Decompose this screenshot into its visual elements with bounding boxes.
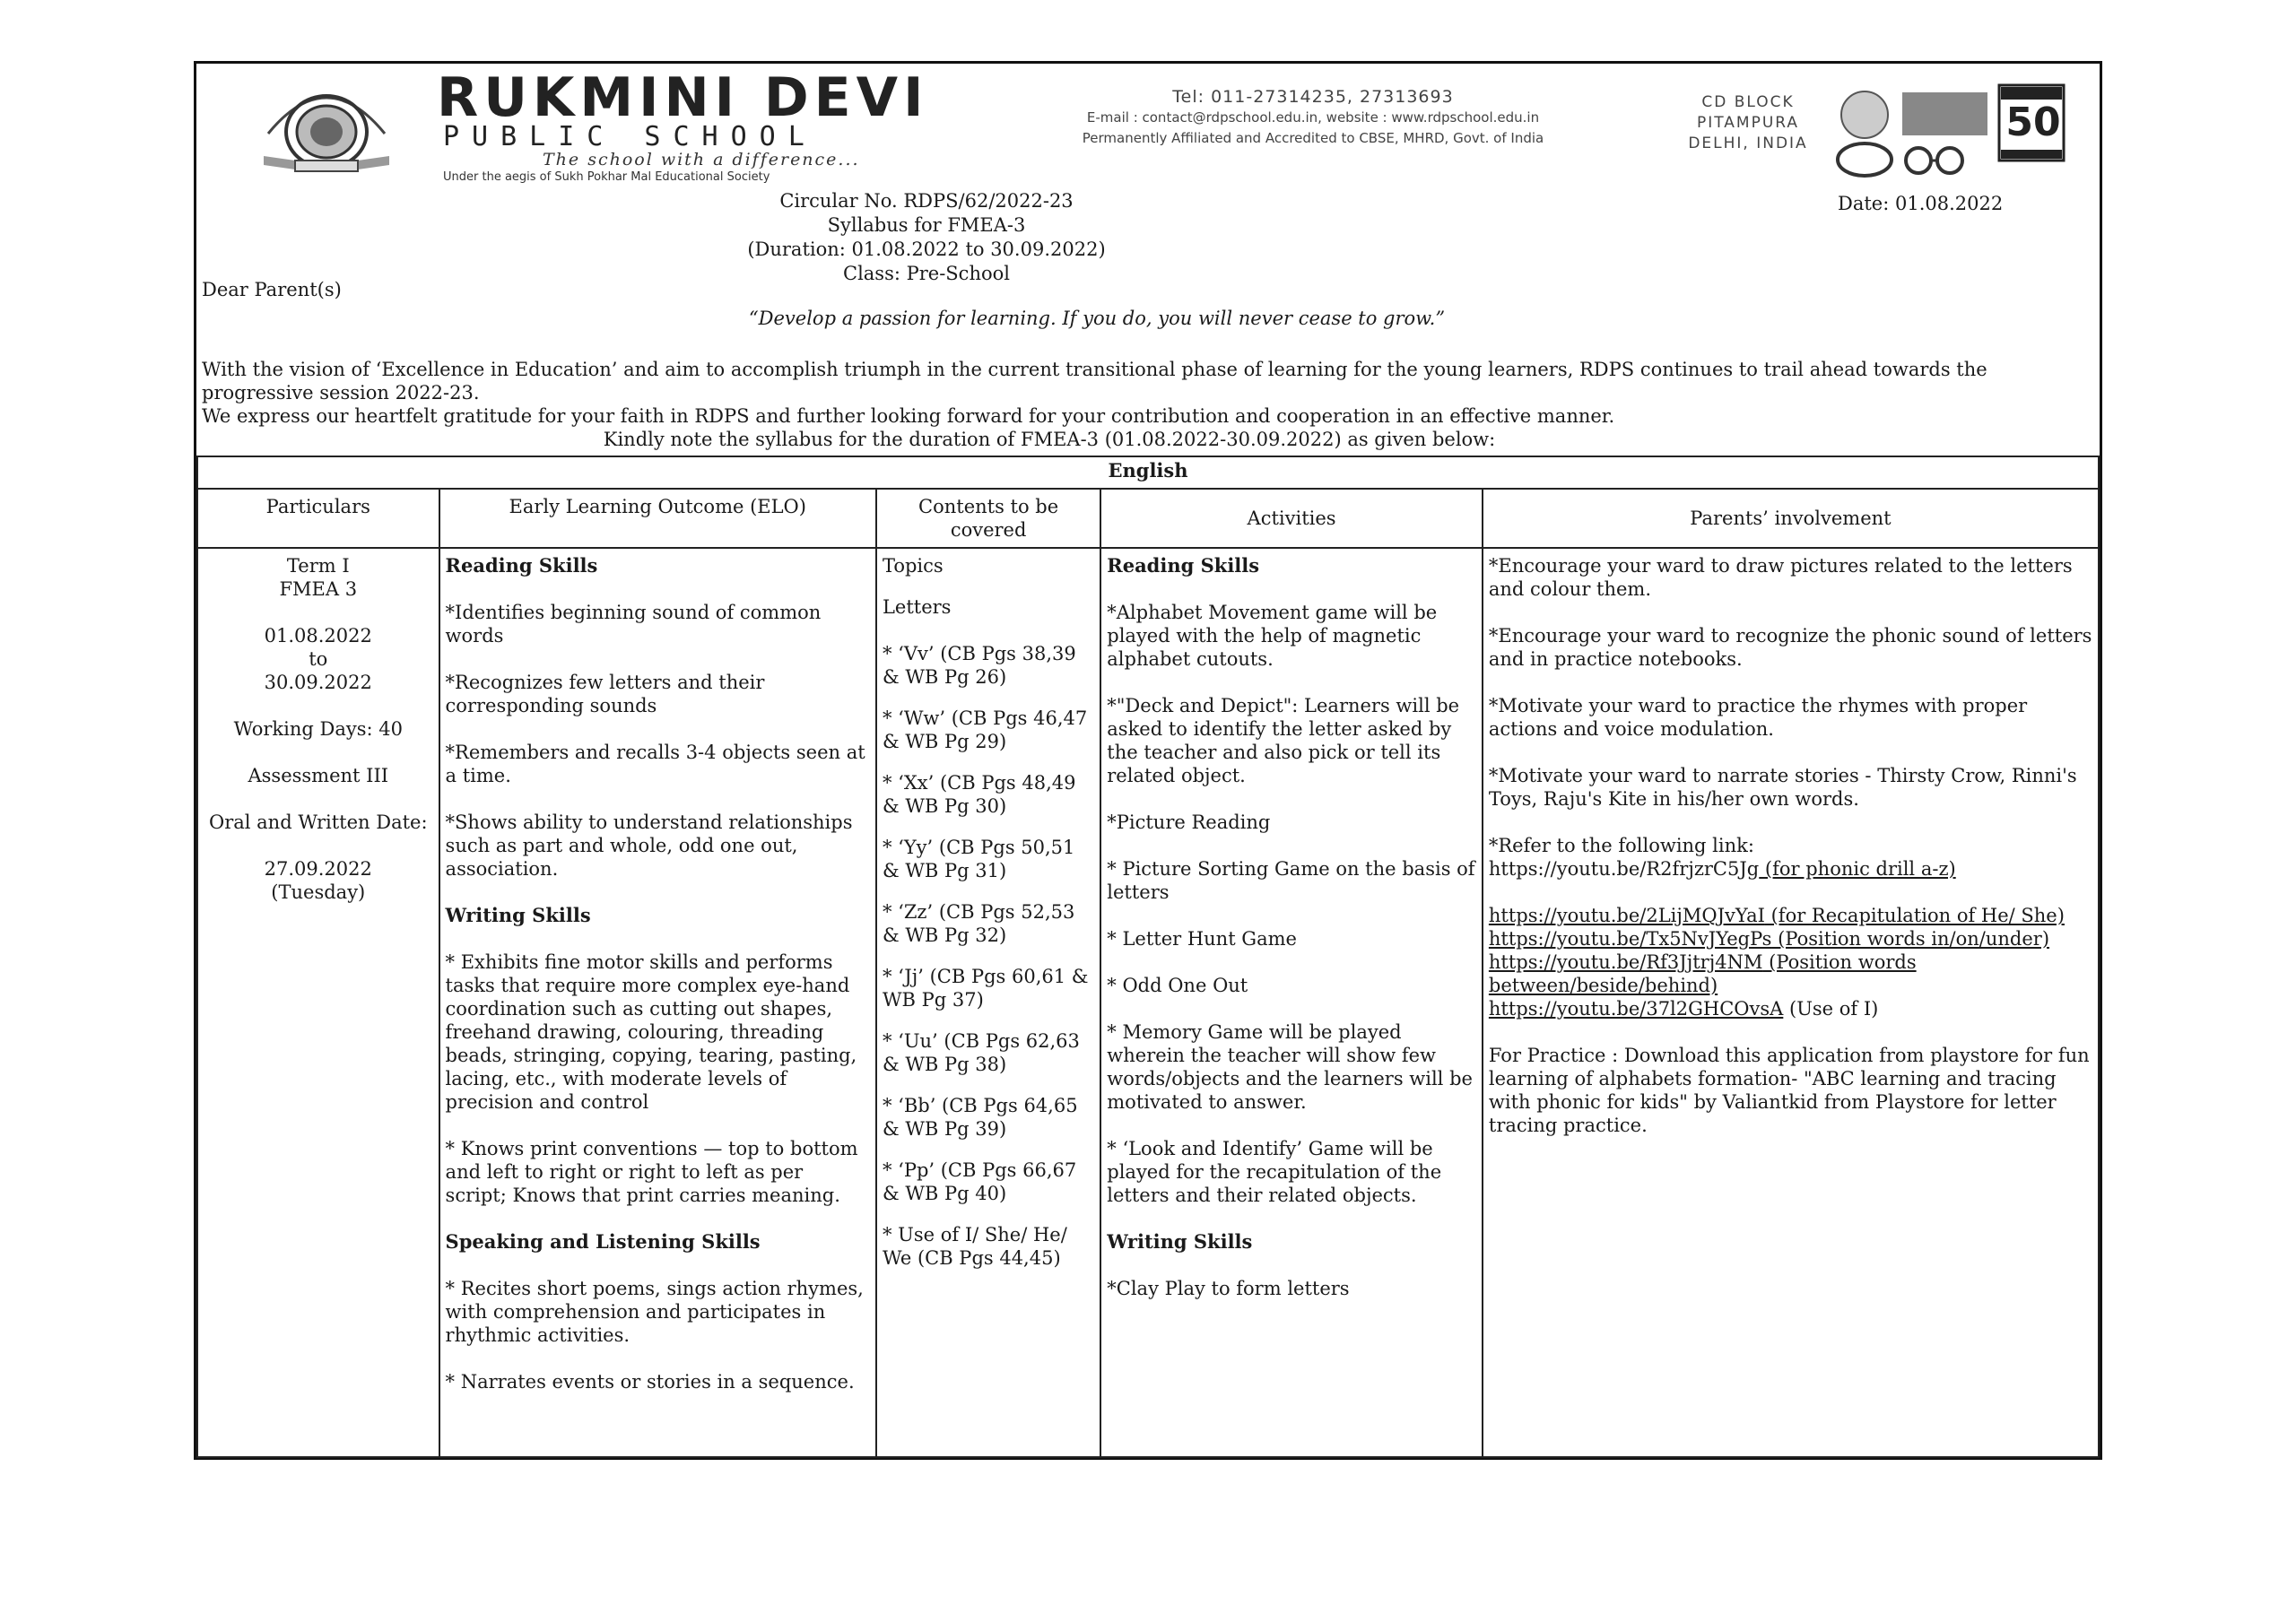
intro-paragraph: Kindly note the syllabus for the duration of FMEA-3 (01.08.2022-30.09.2022) as given below:: [603, 429, 1496, 450]
elo-item: * Narrates events or stories in a sequence.: [445, 1371, 855, 1393]
term: Term I: [286, 555, 350, 577]
email-website: E-mail : contact@rdpschool.edu.in, website : www.rdpschool.edu.in: [1086, 109, 1540, 126]
date-until: 30.09.2022: [264, 672, 372, 693]
parents-cell: [1483, 548, 2099, 1457]
exam-day: (Tuesday): [271, 881, 366, 903]
contents-item: * ‘Xx’ (CB Pgs 48,49 & WB Pg 30): [882, 772, 1076, 817]
parents-item: *Motivate your ward to narrate stories - Thirsty Crow, Rinni's Toys, Raju's Kite in his/her own words.: [1488, 765, 2077, 810]
school-seal-icon: [259, 71, 394, 174]
header-particulars: Particulars: [197, 489, 439, 548]
video-link[interactable]: https://youtu.be/2LijMQJvYaI: [1488, 905, 1765, 926]
school-tagline: The school with a difference...: [543, 150, 860, 169]
header-parents: Parents’ involvement: [1483, 489, 2099, 548]
elo-reading-heading: Reading Skills: [445, 554, 598, 577]
header-elo: Early Learning Outcome (ELO): [439, 489, 876, 548]
activity-item: * ‘Look and Identify’ Game will be played for the recapitulation of the letters and their related objects.: [1107, 1138, 1442, 1206]
elo-speaking-heading: Speaking and Listening Skills: [445, 1230, 761, 1253]
activities-reading-heading: Reading Skills: [1107, 554, 1260, 577]
activity-item: * Memory Game will be played wherein the teacher will show few words/objects and the learners will be motivated to answer.: [1107, 1021, 1473, 1113]
video-link[interactable]: https://youtu.be/Rf3Jjtrj4NM: [1488, 951, 1763, 973]
activity-item: *Picture Reading: [1107, 812, 1271, 833]
contents-item: * ‘Bb’ (CB Pgs 64,65 & WB Pg 39): [882, 1095, 1078, 1140]
header-contents: Contents to be covered: [876, 489, 1100, 548]
video-link-note: (Position words between/beside/behind): [1488, 951, 1917, 996]
circular-info: [196, 189, 2105, 286]
elo-item: * Knows print conventions — top to bottom and left to right or right to left as per script; Knows that print carries meaning.: [445, 1138, 858, 1206]
school-subtitle: PUBLIC SCHOOL: [443, 121, 817, 152]
video-link[interactable]: https://youtu.be/Tx5NvJYegPs: [1488, 928, 1772, 950]
activity-item: * Odd One Out: [1107, 975, 1248, 996]
video-link-note: (Use of I): [1783, 998, 1879, 1020]
contents-item: * ‘Vv’ (CB Pgs 38,39 & WB Pg 26): [882, 643, 1076, 688]
address-line: CD BLOCK: [1701, 93, 1795, 111]
exam-name: FMEA 3: [279, 578, 358, 600]
video-link-row: [1489, 904, 2092, 927]
parents-refer: *Refer to the following link:: [1488, 835, 1754, 856]
circular-title: Syllabus for FMEA-3: [827, 214, 1026, 236]
assessment: Assessment III: [248, 765, 389, 786]
table-header-row: [197, 489, 2099, 548]
elo-cell: [439, 548, 876, 1457]
subject-heading: English: [197, 456, 2099, 489]
video-link[interactable]: https://youtu.be/R2frjzrC5Jg: [1488, 858, 1760, 880]
circular-duration: (Duration: 01.08.2022 to 30.09.2022): [747, 239, 1106, 260]
oral-written-date-label: Oral and Written Date:: [209, 812, 428, 833]
contents-item: * ‘Pp’ (CB Pgs 66,67 & WB Pg 40): [882, 1159, 1077, 1204]
exam-date: 27.09.2022: [264, 858, 372, 880]
contents-letters: Letters: [882, 596, 952, 618]
affiliation: Permanently Affiliated and Accredited to CBSE, MHRD, Govt. of India: [1082, 130, 1544, 146]
contents-item: * ‘Uu’ (CB Pgs 62,63 & WB Pg 38): [882, 1030, 1080, 1075]
working-days: Working Days: 40: [233, 718, 403, 740]
contents-topics: Topics: [882, 555, 944, 577]
contents-cell: [876, 548, 1100, 1457]
address-line: DELHI, INDIA: [1688, 135, 1808, 152]
activity-item: *"Deck and Depict": Learners will be asked to identify the letter asked by the teacher and also pick or tell its related object.: [1107, 695, 1460, 786]
salutation: Dear Parent(s): [202, 279, 342, 300]
activities-cell: [1100, 548, 1483, 1457]
parents-item: *Encourage your ward to draw pictures related to the letters and colour them.: [1488, 555, 2073, 600]
circular-page: [194, 61, 2102, 1460]
video-link-note: (for Recapitulation of He/ She): [1764, 905, 2065, 926]
activity-item: * Letter Hunt Game: [1107, 928, 1297, 950]
contents-item: * ‘Jj’ (CB Pgs 60,61 & WB Pg 37): [882, 966, 1089, 1011]
intro-paragraph: We express our heartfelt gratitude for your faith in RDPS and further looking forward for your contribution and cooperation in an effective manner.: [202, 405, 1615, 427]
practice-note: For Practice : Download this application from playstore for fun learning of alphabets formation- "ABC learning and tracing with phonic for kids" by Valiantkid from Playstore for letter tracing practice.: [1488, 1045, 2090, 1136]
date-from: 01.08.2022: [264, 625, 372, 647]
telephone: Tel: 011-27314235, 27313693: [1172, 87, 1454, 107]
elo-item: *Recognizes few letters and their corresponding sounds: [445, 672, 765, 716]
particulars-cell: [197, 548, 439, 1457]
address-line: PITAMPURA: [1696, 114, 1800, 132]
circular-date: Date: 01.08.2022: [1838, 193, 2004, 214]
parents-item: *Motivate your ward to practice the rhymes with proper actions and voice modulation.: [1488, 695, 2028, 740]
video-link[interactable]: https://youtu.be/37l2GHCOvsA: [1488, 998, 1784, 1020]
school-address: [1658, 92, 1838, 154]
contents-item: * ‘Ww’ (CB Pgs 46,47 & WB Pg 29): [882, 707, 1088, 752]
elo-item: *Shows ability to understand relationships such as part and whole, odd one out, association.: [445, 812, 853, 880]
video-link-note: (Position words in/on/under): [1771, 928, 2050, 950]
header-activities: Activities: [1100, 489, 1483, 548]
circular-class: Class: Pre-School: [843, 263, 1010, 284]
quote-text: “Develop a passion for learning. If you do, you will never cease to grow.”: [748, 308, 1446, 329]
contents-item: * ‘Zz’ (CB Pgs 52,53 & WB Pg 32): [882, 901, 1075, 946]
video-link-row: [1489, 857, 2092, 881]
quote: [196, 308, 2105, 329]
contact-block: [968, 87, 1658, 149]
activities-writing-heading: Writing Skills: [1107, 1230, 1253, 1253]
letterhead: [196, 64, 2100, 184]
accreditation-badges: [1829, 83, 2080, 182]
table-row: [197, 548, 2099, 1457]
contents-item: * ‘Yy’ (CB Pgs 50,51 & WB Pg 31): [882, 837, 1075, 881]
video-link-row: [1489, 950, 2092, 997]
parents-item: *Encourage your ward to recognize the phonic sound of letters and in practice notebooks.: [1488, 625, 2092, 670]
activity-item: *Alphabet Movement game will be played with the help of magnetic alphabet cutouts.: [1107, 602, 1438, 670]
video-link-row: [1489, 927, 2092, 950]
badge-number: 50: [2005, 100, 2061, 145]
elo-writing-heading: Writing Skills: [445, 904, 591, 926]
video-link-row: [1489, 997, 2092, 1020]
intro-text: [202, 358, 2094, 451]
syllabus-table: [196, 456, 2100, 1458]
activity-item: * Picture Sorting Game on the basis of letters: [1107, 858, 1475, 903]
elo-item: * Exhibits fine motor skills and performs tasks that require more complex eye-hand coordination such as cutting out shapes, freehand drawing, colouring, threading beads, stringing, copying, tearing, pasting, lacing, etc., with moderate levels of precision and control: [445, 951, 857, 1113]
date-to-label: to: [309, 648, 328, 670]
intro-paragraph: With the vision of ‘Excellence in Education’ and aim to accomplish triumph in the current transitional phase of learning for the young learners, RDPS continues to trail ahead towards the progressive session 2022-23.: [202, 359, 1987, 404]
elo-item: * Recites short poems, sings action rhymes, with comprehension and participates in rhythmic activities.: [445, 1278, 864, 1346]
elo-item: *Remembers and recalls 3-4 objects seen at a time.: [445, 742, 865, 786]
video-link-note: (for phonic drill a-z): [1759, 858, 1956, 880]
school-name: RUKMINI DEVI: [437, 66, 929, 129]
circular-number: Circular No. RDPS/62/2022-23: [779, 190, 1074, 212]
school-society: Under the aegis of Sukh Pokhar Mal Educational Society: [443, 170, 770, 184]
activity-item: *Clay Play to form letters: [1107, 1278, 1350, 1299]
elo-item: *Identifies beginning sound of common words: [445, 602, 822, 647]
contents-item: * Use of I/ She/ He/ We (CB Pgs 44,45): [882, 1224, 1067, 1269]
